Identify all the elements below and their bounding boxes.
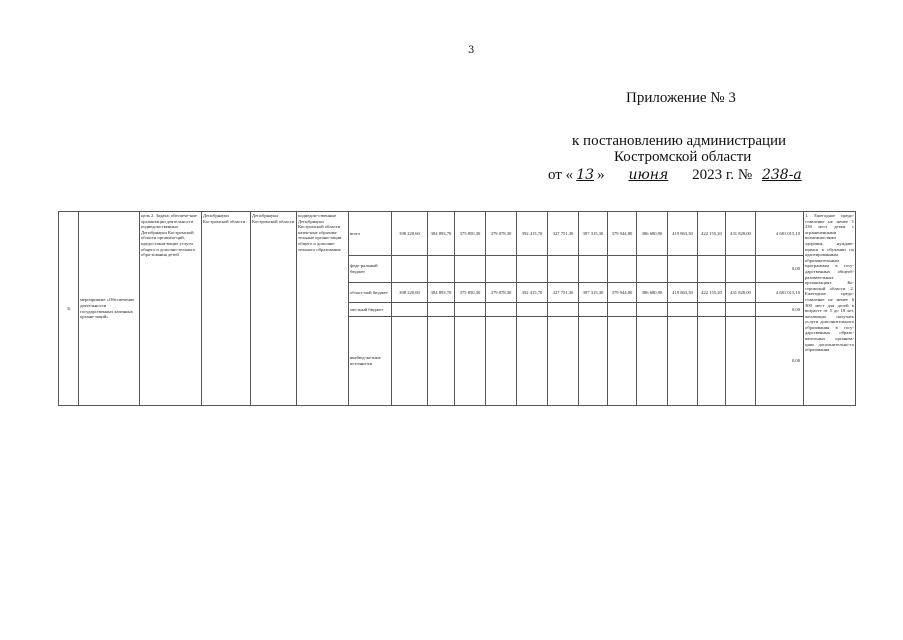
value-cell: 386 680,90 <box>637 212 668 256</box>
value-cell: 384 893,70 <box>428 283 455 303</box>
value-cell: 379 078,30 <box>486 283 517 303</box>
value-cell: 392 415,70 <box>517 283 548 303</box>
executor-cell: подведом-ственные Депобрнауки Костромской области казен-ные образова-тельные органи-зации общего и дополни-тельного образования <box>297 212 349 406</box>
appendix-line-2: Костромской области <box>614 149 752 165</box>
responsible-cell: Депобрнауки Костромской области <box>202 212 251 406</box>
value-cell: 398 220,60 <box>392 212 428 256</box>
value-cell: 327 751,30 <box>548 283 579 303</box>
total-cell: 0,00 <box>756 317 804 406</box>
total-cell: 0,00 <box>756 303 804 317</box>
total-cell: 4 681 015,10 <box>756 212 804 256</box>
date-year: 2023 г. № <box>692 167 753 183</box>
total-cell: 0,00 <box>756 256 804 283</box>
date-prefix: от « <box>548 167 574 183</box>
value-cell: 375 850,30 <box>455 283 486 303</box>
appendix-line-1: к постановлению администрации <box>572 133 787 149</box>
value-cell: 387 315,30 <box>579 283 608 303</box>
appendix-date-line <box>548 167 808 184</box>
row-number: 3) <box>59 212 79 406</box>
measure-cell: мероприятие «Обеспечение деятельности государственных казенных органи-заций» <box>79 212 140 406</box>
appendix-title: Приложение № 3 <box>626 90 736 106</box>
source-name: област-ной бюджет <box>349 283 392 303</box>
goal-task-cell: цель 2. Задача: обеспече-ние организации деятельности подведомственных Депобрнауки Костромской области организа-ций, предоставля-ющих услуги общего и дополни-тельного обра-зования детей <box>140 212 202 406</box>
value-cell: 431 828,00 <box>726 212 756 256</box>
value-cell: 384 893,70 <box>428 212 455 256</box>
total-cell: 4 681 015,10 <box>756 283 804 303</box>
value-cell: 327 751,30 <box>548 212 579 256</box>
value-cell: 379 944,80 <box>608 283 637 303</box>
value-cell: 419 863,30 <box>668 283 698 303</box>
value-cell: 398 220,60 <box>392 283 428 303</box>
value-cell: 419 863,30 <box>668 212 698 256</box>
page-number: 3 <box>468 45 475 56</box>
result-cell: 1. Ежегодное предо-ставление не менее 1 230 мест детям с ограниченными возможностями здоровья, нуждаю-щимся в обучении по адаптированным образовательным программам в госу-дарственных общеоб-разовательных организациях Ко-стромской области. 2. Ежегодное предо-ставление не менее 6 300 мест для детей в возрасте от 5 до 18 лет, желающих получать услуги дополнительного образования в госу-дарственных образо-вательных организа-циях дополнительно-го образования <box>804 212 856 406</box>
value-cell: 375 850,30 <box>455 212 486 256</box>
source-name: внебюд-жетные источни-ки <box>349 317 392 406</box>
doc-number: 238-а <box>761 167 802 183</box>
value-cell: 431 828,00 <box>726 283 756 303</box>
source-name: феде-ральный бюджет <box>349 256 392 283</box>
table-row <box>59 212 856 256</box>
source-name: всего <box>349 212 392 256</box>
value-cell: 386 680,90 <box>637 283 668 303</box>
source-name: местный бюджет <box>349 303 392 317</box>
date-day: 13 <box>576 167 595 183</box>
value-cell: 422 155,20 <box>698 283 726 303</box>
customer-cell: Депобрнауки Костромской области <box>251 212 297 406</box>
date-month: июня <box>628 167 669 183</box>
program-table <box>58 211 856 406</box>
value-cell: 422 155,20 <box>698 212 726 256</box>
value-cell: 392 415,70 <box>517 212 548 256</box>
value-cell: 379 944,80 <box>608 212 637 256</box>
value-cell: 379 078,30 <box>486 212 517 256</box>
date-mid: » <box>597 167 605 183</box>
value-cell: 387 315,30 <box>579 212 608 256</box>
